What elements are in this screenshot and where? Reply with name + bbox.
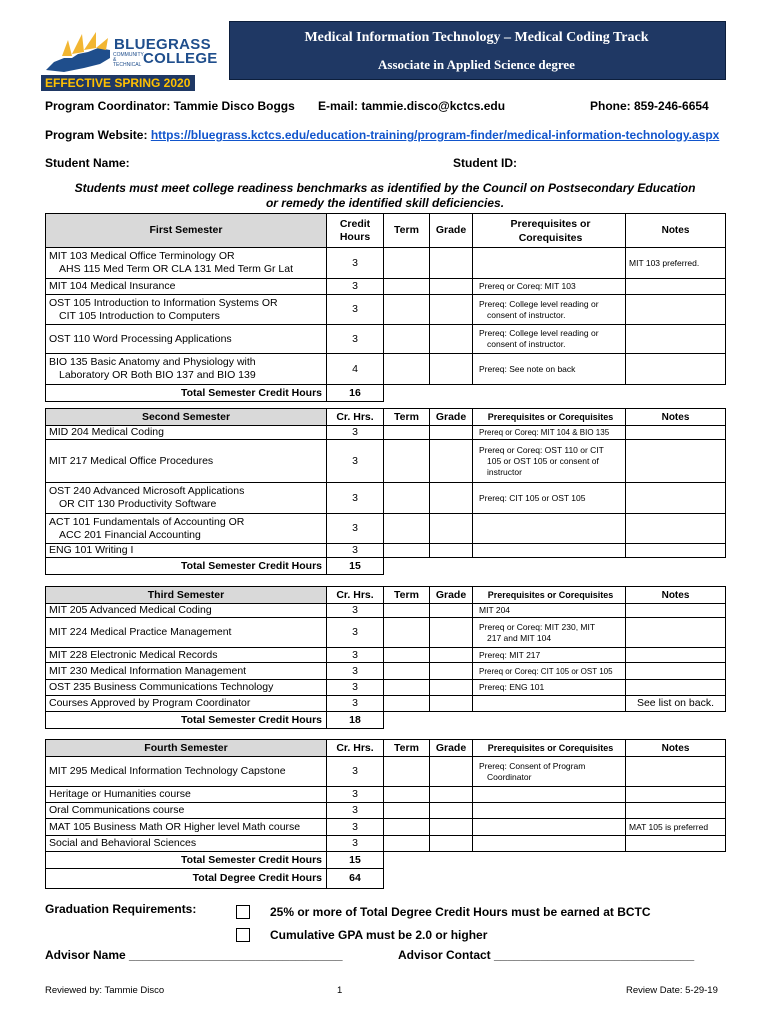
- table-row: [46, 604, 726, 618]
- first-semester-table: [45, 213, 726, 402]
- table-row: [46, 696, 726, 712]
- course-cell: Heritage or Humanities course: [46, 787, 327, 803]
- table-row: [46, 836, 726, 852]
- credit-hours-cell: 3: [327, 757, 384, 787]
- notes-header: Notes: [626, 409, 726, 426]
- notes-cell: [626, 618, 726, 648]
- program-title: Medical Information Technology – Medical Coding Track: [304, 30, 649, 45]
- grade-cell[interactable]: [430, 295, 473, 325]
- term-header: Term: [384, 409, 430, 426]
- course-cell: OST 110 Word Processing Applications: [46, 325, 327, 354]
- grade-header: Grade: [430, 409, 473, 426]
- term-cell[interactable]: [384, 648, 430, 663]
- term-cell[interactable]: [384, 440, 430, 483]
- effective-date-badge: EFFECTIVE SPRING 2020: [41, 75, 195, 91]
- prereq-cell: [473, 544, 626, 558]
- table-row: [46, 787, 726, 803]
- grade-cell[interactable]: [430, 648, 473, 663]
- website-label: Program Website:: [45, 128, 151, 142]
- notes-cell: [626, 544, 726, 558]
- credit-hours-header: Credit Hours: [327, 214, 384, 248]
- term-cell[interactable]: [384, 514, 430, 544]
- credit-hours-cell: 3: [327, 295, 384, 325]
- table-header-row: [46, 409, 726, 426]
- credit-hours-header: Cr. Hrs.: [327, 409, 384, 426]
- table-row: [46, 248, 726, 279]
- prereq-cell: MIT 204: [473, 604, 626, 618]
- term-cell[interactable]: [384, 819, 430, 836]
- table-row: [46, 680, 726, 696]
- notes-cell: [626, 514, 726, 544]
- credit-hours-cell: 3: [327, 514, 384, 544]
- table-row: [46, 803, 726, 819]
- credit-hours-cell: 3: [327, 483, 384, 514]
- term-header: Term: [384, 740, 430, 757]
- notes-cell: [626, 803, 726, 819]
- prereq-cell: Prereq or Coreq: CIT 105 or OST 105: [473, 663, 626, 680]
- notes-cell: [626, 295, 726, 325]
- credit-hours-cell: 3: [327, 426, 384, 440]
- degree-total-label: Total Degree Credit Hours: [46, 869, 327, 889]
- credit-hours-cell: 3: [327, 544, 384, 558]
- term-cell[interactable]: [384, 354, 430, 385]
- prereq-cell: [473, 803, 626, 819]
- table-row: [46, 279, 726, 295]
- coordinator-phone: Phone: 859-246-6654: [590, 99, 709, 113]
- course-cell: OST 235 Business Communications Technology: [46, 680, 327, 696]
- table-header-row: [46, 214, 726, 248]
- table-header-row: [46, 740, 726, 757]
- logo-text-community-technical: COMMUNITY & TECHNICAL: [113, 52, 144, 68]
- notes-header: Notes: [626, 214, 726, 248]
- term-cell[interactable]: [384, 604, 430, 618]
- table-row: [46, 648, 726, 663]
- credit-hours-cell: 3: [327, 648, 384, 663]
- term-cell[interactable]: [384, 680, 430, 696]
- notes-cell: [626, 604, 726, 618]
- prerequisites-header: Prerequisites or Corequisites: [473, 740, 626, 757]
- grade-cell[interactable]: [430, 426, 473, 440]
- grade-cell[interactable]: [430, 325, 473, 354]
- credit-hours-cell: 4: [327, 354, 384, 385]
- course-cell: OST 105 Introduction to Information Systems OR CIT 105 Introduction to Computers: [46, 295, 327, 325]
- table-row: [46, 325, 726, 354]
- credit-hours-cell: 3: [327, 836, 384, 852]
- term-cell[interactable]: [384, 836, 430, 852]
- logo-text-college: COLLEGE: [143, 50, 218, 67]
- credit-hours-cell: 3: [327, 618, 384, 648]
- grade-cell[interactable]: [430, 618, 473, 648]
- notes-header: Notes: [626, 740, 726, 757]
- total-label: Total Semester Credit Hours: [46, 558, 327, 575]
- notes-cell: [626, 325, 726, 354]
- student-id-label: Student ID:: [453, 156, 517, 170]
- term-cell[interactable]: [384, 757, 430, 787]
- grade-cell[interactable]: [430, 544, 473, 558]
- grade-cell[interactable]: [430, 663, 473, 680]
- total-label: Total Semester Credit Hours: [46, 712, 327, 729]
- total-row: [46, 712, 726, 729]
- term-cell[interactable]: [384, 696, 430, 712]
- grade-cell[interactable]: [430, 483, 473, 514]
- table-row: [46, 819, 726, 836]
- notes-cell: [626, 787, 726, 803]
- coordinator-email: E-mail: tammie.disco@kctcs.edu: [318, 99, 506, 113]
- prereq-cell: Prereq: ENG 101: [473, 680, 626, 696]
- prereq-cell: Prereq or Coreq: OST 110 or CIT 105 or OST 105 or consent of instructor: [473, 440, 626, 483]
- grade-cell[interactable]: [430, 836, 473, 852]
- credit-hours-header: Cr. Hrs.: [327, 587, 384, 604]
- term-cell[interactable]: [384, 325, 430, 354]
- third-semester-table: [45, 586, 726, 729]
- credit-hours-cell: 3: [327, 803, 384, 819]
- advisor-name-field[interactable]: Advisor Name ________________________________: [45, 948, 343, 962]
- grade-cell[interactable]: [430, 787, 473, 803]
- program-website: [45, 128, 719, 142]
- total-credit-hours: 18: [327, 712, 384, 729]
- table-row: [46, 440, 726, 483]
- grade-cell[interactable]: [430, 803, 473, 819]
- semester-header: Third Semester: [46, 587, 327, 604]
- course-cell: Social and Behavioral Sciences: [46, 836, 327, 852]
- benchmark-line-2: or remedy the identified skill deficiencies.: [265, 196, 505, 210]
- table-row: [46, 426, 726, 440]
- logo-text-bluegrass: BLUEGRASS: [114, 36, 211, 53]
- course-cell: MAT 105 Business Math OR Higher level Math course: [46, 819, 327, 836]
- notes-cell: MIT 103 preferred.: [626, 248, 726, 279]
- notes-cell: [626, 279, 726, 295]
- kentucky-sunburst-icon: [46, 32, 110, 72]
- term-header: Term: [384, 214, 430, 248]
- term-cell[interactable]: [384, 803, 430, 819]
- reviewed-by: Reviewed by: Tammie Disco: [45, 985, 165, 996]
- term-cell[interactable]: [384, 295, 430, 325]
- grade-cell[interactable]: [430, 604, 473, 618]
- credit-hours-cell: 3: [327, 680, 384, 696]
- degree-total-credit-hours: 64: [327, 869, 384, 889]
- course-cell: MIT 104 Medical Insurance: [46, 279, 327, 295]
- prereq-cell: Prereq: Consent of Program Coordinator: [473, 757, 626, 787]
- term-cell[interactable]: [384, 618, 430, 648]
- review-date: Review Date: 5-29-19: [626, 985, 718, 996]
- term-header: Term: [384, 587, 430, 604]
- total-row: [46, 385, 726, 402]
- credit-hours-cell: 3: [327, 696, 384, 712]
- advisor-contact-field[interactable]: Advisor Contact ______________________________: [398, 948, 695, 962]
- prereq-cell: [473, 819, 626, 836]
- prerequisites-header: Prerequisites or Corequisites: [473, 587, 626, 604]
- course-cell: MIT 217 Medical Office Procedures: [46, 440, 327, 483]
- grade-header: Grade: [430, 740, 473, 757]
- credit-hours-cell: 3: [327, 325, 384, 354]
- total-credit-hours: 15: [327, 558, 384, 575]
- prereq-cell: Prereq: CIT 105 or OST 105: [473, 483, 626, 514]
- credit-hours-cell: 3: [327, 819, 384, 836]
- total-label: Total Semester Credit Hours: [46, 385, 327, 402]
- total-label: Total Semester Credit Hours: [46, 852, 327, 869]
- notes-cell: [626, 680, 726, 696]
- credit-hours-cell: 3: [327, 787, 384, 803]
- degree-total-row: [46, 869, 726, 889]
- prereq-cell: Prereq: See note on back: [473, 354, 626, 385]
- notes-cell: [626, 426, 726, 440]
- prereq-cell: [473, 514, 626, 544]
- notes-cell: [626, 836, 726, 852]
- credit-hours-header: Cr. Hrs.: [327, 740, 384, 757]
- grade-cell[interactable]: [430, 696, 473, 712]
- notes-header: Notes: [626, 587, 726, 604]
- prereq-cell: Prereq: MIT 217: [473, 648, 626, 663]
- semester-header: Second Semester: [46, 409, 327, 426]
- prereq-cell: [473, 696, 626, 712]
- prereq-cell: Prereq or Coreq: MIT 230, MIT 217 and MIT 104: [473, 618, 626, 648]
- grade-header: Grade: [430, 214, 473, 248]
- total-credit-hours: 16: [327, 385, 384, 402]
- prerequisites-header: Prerequisites or Corequisites: [473, 214, 626, 248]
- benchmark-line-1: Students must meet college readiness benchmarks as identified by the Council on Postsecondary Education: [74, 181, 696, 195]
- requirement-2-checkbox[interactable]: [236, 928, 250, 942]
- prereq-cell: [473, 248, 626, 279]
- table-row: [46, 618, 726, 648]
- prereq-cell: Prereq or Coreq: MIT 104 & BIO 135: [473, 426, 626, 440]
- grade-cell[interactable]: [430, 514, 473, 544]
- requirement-1-checkbox[interactable]: [236, 905, 250, 919]
- credit-hours-cell: 3: [327, 604, 384, 618]
- notes-cell: MAT 105 is preferred: [626, 819, 726, 836]
- table-row: [46, 295, 726, 325]
- grade-cell[interactable]: [430, 440, 473, 483]
- fourth-semester-table: [45, 739, 726, 889]
- semester-header: First Semester: [46, 214, 327, 248]
- course-cell: MIT 230 Medical Information Management: [46, 663, 327, 680]
- notes-cell: [626, 440, 726, 483]
- table-row: [46, 514, 726, 544]
- prereq-cell: [473, 787, 626, 803]
- course-cell: OST 240 Advanced Microsoft Applications OR CIT 130 Productivity Software: [46, 483, 327, 514]
- course-cell: Oral Communications course: [46, 803, 327, 819]
- table-row: [46, 663, 726, 680]
- semester-header: Fourth Semester: [46, 740, 327, 757]
- student-name-label: Student Name:: [45, 156, 130, 170]
- course-cell: MIT 103 Medical Office Terminology OR AHS 115 Med Term OR CLA 131 Med Term Gr Lat: [46, 248, 327, 279]
- prereq-cell: Prereq or Coreq: MIT 103: [473, 279, 626, 295]
- readiness-benchmark-note: [45, 181, 725, 211]
- notes-cell: See list on back.: [626, 696, 726, 712]
- grade-header: Grade: [430, 587, 473, 604]
- course-cell: MIT 205 Advanced Medical Coding: [46, 604, 327, 618]
- prereq-cell: Prereq: College level reading or consent of instructor.: [473, 325, 626, 354]
- notes-cell: [626, 354, 726, 385]
- credit-hours-cell: 3: [327, 663, 384, 680]
- credit-hours-cell: 3: [327, 440, 384, 483]
- table-row: [46, 544, 726, 558]
- grade-cell[interactable]: [430, 279, 473, 295]
- term-cell[interactable]: [384, 787, 430, 803]
- grade-cell[interactable]: [430, 248, 473, 279]
- program-coordinator: Program Coordinator: Tammie Disco Boggs: [45, 99, 295, 113]
- course-cell: MID 204 Medical Coding: [46, 426, 327, 440]
- table-row: [46, 354, 726, 385]
- prereq-cell: [473, 836, 626, 852]
- course-cell: MIT 228 Electronic Medical Records: [46, 648, 327, 663]
- website-link[interactable]: https://bluegrass.kctcs.edu/education-training/program-finder/medical-information-technology.aspx: [150, 128, 720, 142]
- table-row: [46, 483, 726, 514]
- table-row: [46, 757, 726, 787]
- term-cell[interactable]: [384, 279, 430, 295]
- degree-subtitle: Associate in Applied Science degree: [378, 57, 575, 72]
- total-row: [46, 852, 726, 869]
- notes-cell: [626, 663, 726, 680]
- prerequisites-header: Prerequisites or Corequisites: [473, 409, 626, 426]
- course-cell: ACT 101 Fundamentals of Accounting OR ACC 201 Financial Accounting: [46, 514, 327, 544]
- requirement-1-text: 25% or more of Total Degree Credit Hours must be earned at BCTC: [270, 905, 651, 919]
- grade-cell[interactable]: [430, 354, 473, 385]
- requirement-2-text: Cumulative GPA must be 2.0 or higher: [270, 928, 488, 942]
- term-cell[interactable]: [384, 426, 430, 440]
- grade-cell[interactable]: [430, 819, 473, 836]
- credit-hours-cell: 3: [327, 279, 384, 295]
- term-cell[interactable]: [384, 544, 430, 558]
- notes-cell: [626, 757, 726, 787]
- grade-cell[interactable]: [430, 757, 473, 787]
- total-credit-hours: 15: [327, 852, 384, 869]
- grade-cell[interactable]: [430, 680, 473, 696]
- notes-cell: [626, 648, 726, 663]
- table-header-row: [46, 587, 726, 604]
- notes-cell: [626, 483, 726, 514]
- second-semester-table: [45, 408, 726, 575]
- term-cell[interactable]: [384, 483, 430, 514]
- term-cell[interactable]: [384, 663, 430, 680]
- term-cell[interactable]: [384, 248, 430, 279]
- course-cell: MIT 224 Medical Practice Management: [46, 618, 327, 648]
- course-cell: Courses Approved by Program Coordinator: [46, 696, 327, 712]
- course-cell: ENG 101 Writing I: [46, 544, 327, 558]
- credit-hours-cell: 3: [327, 248, 384, 279]
- total-row: [46, 558, 726, 575]
- course-cell: BIO 135 Basic Anatomy and Physiology with Laboratory OR Both BIO 137 and BIO 139: [46, 354, 327, 385]
- page-number: 1: [337, 985, 343, 996]
- graduation-requirements-label: Graduation Requirements:: [45, 902, 197, 916]
- prereq-cell: Prereq: College level reading or consent of instructor.: [473, 295, 626, 325]
- course-cell: MIT 295 Medical Information Technology Capstone: [46, 757, 327, 787]
